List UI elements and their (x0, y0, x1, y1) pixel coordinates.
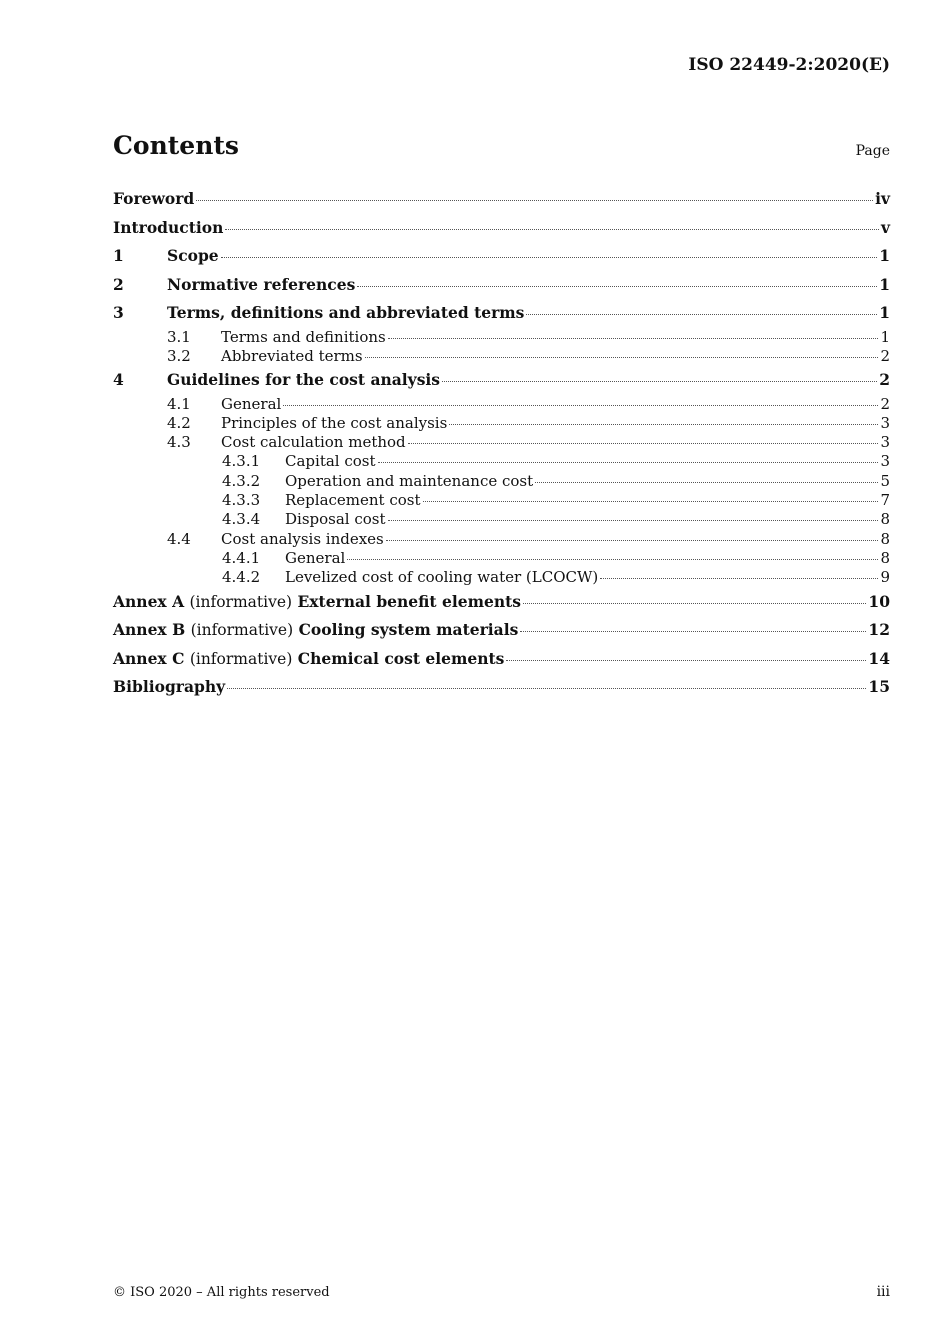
toc-entry-title: Cost calculation method (221, 433, 406, 452)
toc-entry-abbreviated-terms[interactable] (113, 347, 890, 366)
toc-entry-title: Introduction (113, 217, 224, 237)
dot-leader (423, 501, 879, 502)
toc-entry-page: 8 (880, 548, 890, 567)
toc-entry-operation-maintenance-cost[interactable] (113, 472, 890, 491)
toc-entry-title (113, 645, 504, 674)
toc-entry-number: 3.1 (167, 327, 191, 346)
toc-entry-title: Terms and definitions (221, 327, 386, 346)
dot-leader (600, 578, 878, 579)
toc-entry-annex-b[interactable] (113, 616, 890, 645)
toc-entry-title: Levelized cost of cooling water (LCOCW) (285, 568, 599, 587)
toc-entry-number: 3.2 (167, 346, 191, 365)
toc-entry-title: Abbreviated terms (221, 346, 363, 365)
toc-entry-page: 1 (879, 274, 890, 294)
toc-entry-title: Disposal cost (285, 510, 386, 529)
page-column-label: Page (855, 143, 890, 159)
toc-entry-terms-definitions[interactable] (113, 299, 890, 328)
toc-entry-title: Cost analysis indexes (221, 529, 384, 548)
toc-entry-disposal-cost[interactable] (113, 510, 890, 529)
toc-entry-page: 1 (879, 246, 890, 265)
dot-leader (408, 443, 879, 444)
toc-entry-number: 4.3.4 (222, 510, 261, 529)
toc-entry-page: iv (875, 189, 890, 208)
dot-leader (283, 405, 878, 406)
toc-entry-number: 4.3 (167, 433, 191, 452)
dot-leader (388, 338, 879, 339)
toc-entry-replacement-cost[interactable] (113, 491, 890, 510)
dot-leader (196, 200, 873, 201)
contents-title: Contents (113, 131, 240, 160)
annex-label: Annex B (113, 620, 186, 640)
toc-entry-number: 2 (113, 274, 124, 294)
toc-entry-page: 10 (868, 591, 890, 611)
toc-entry-title: General (285, 548, 346, 567)
toc-entry-page: 3 (880, 413, 890, 432)
annex-kind: (informative) (189, 592, 293, 611)
dot-leader (221, 257, 878, 258)
toc-entry-title: Operation and maintenance cost (285, 471, 534, 490)
toc-entry-introduction[interactable] (113, 214, 890, 243)
annex-label: Annex A (113, 591, 185, 611)
annex-title: Chemical cost elements (297, 648, 505, 668)
toc-entry-terms-and-definitions[interactable] (113, 328, 890, 347)
dot-leader (388, 520, 879, 521)
dot-leader (506, 660, 866, 661)
toc-entry-page: 3 (880, 452, 890, 471)
dot-leader (535, 482, 878, 483)
toc-entry-cost-calculation-method[interactable] (113, 433, 890, 452)
dot-leader (442, 381, 877, 382)
toc-entry-page: 8 (880, 510, 890, 529)
toc-entry-page: 14 (868, 648, 890, 668)
table-of-contents (113, 185, 890, 702)
toc-entry-title (113, 616, 518, 645)
toc-entry-title: Foreword (113, 189, 195, 208)
toc-entry-title: Principles of the cost analysis (221, 413, 448, 432)
dot-leader (365, 357, 879, 358)
toc-entry-title: Capital cost (285, 452, 376, 471)
toc-entry-title: General (221, 394, 282, 413)
annex-kind: (informative) (189, 649, 293, 668)
toc-entry-annex-c[interactable] (113, 645, 890, 674)
toc-entry-page: 3 (880, 433, 890, 452)
toc-entry-scope[interactable] (113, 242, 890, 271)
toc-entry-number: 4.2 (167, 413, 191, 432)
toc-entry-page: 7 (880, 491, 890, 510)
dot-leader (347, 559, 878, 560)
toc-entry-number: 4.3.3 (222, 491, 261, 510)
toc-entry-page: 8 (880, 529, 890, 548)
toc-entry-number: 4.3.2 (222, 471, 261, 490)
toc-entry-indexes-general[interactable] (113, 549, 890, 568)
annex-title: External benefit elements (297, 591, 522, 611)
annex-label: Annex C (113, 648, 185, 668)
toc-entry-number: 4 (113, 370, 124, 390)
toc-entry-title: Terms, definitions and abbreviated terms (167, 303, 525, 322)
dot-leader (225, 229, 879, 230)
toc-entry-number: 4.1 (167, 394, 191, 413)
toc-entry-number: 1 (113, 246, 124, 265)
toc-entry-page: 2 (880, 394, 890, 413)
toc-entry-cost-analysis-indexes[interactable] (113, 530, 890, 549)
copyright-notice: © ISO 2020 – All rights reserved (113, 1285, 330, 1300)
toc-entry-annex-a[interactable] (113, 588, 890, 617)
toc-entry-page: 2 (879, 370, 890, 390)
dot-leader (526, 314, 877, 315)
toc-entry-bibliography[interactable] (113, 673, 890, 702)
dot-leader (227, 688, 866, 689)
toc-entry-page: 2 (880, 346, 890, 365)
toc-entry-page: 12 (868, 620, 890, 640)
toc-entry-page: v (880, 217, 890, 237)
document-id: ISO 22449-2:2020(E) (688, 55, 890, 75)
toc-entry-lcocw[interactable] (113, 568, 890, 587)
toc-entry-page: 9 (880, 568, 890, 587)
dot-leader (378, 462, 879, 463)
toc-entry-page: 15 (868, 677, 890, 697)
annex-kind: (informative) (190, 621, 294, 640)
annex-title: Cooling system materials (298, 620, 519, 640)
toc-entry-foreword[interactable] (113, 185, 890, 214)
toc-entry-number: 4.4.1 (222, 548, 261, 567)
page-number: iii (876, 1284, 890, 1300)
toc-entry-principles[interactable] (113, 414, 890, 433)
toc-entry-general[interactable] (113, 395, 890, 414)
toc-entry-guidelines[interactable] (113, 366, 890, 395)
dot-leader (357, 286, 877, 287)
toc-entry-page: 5 (880, 471, 890, 490)
dot-leader (386, 540, 879, 541)
toc-entry-number: 3 (113, 303, 124, 322)
toc-entry-title: Guidelines for the cost analysis (167, 370, 441, 390)
toc-entry-capital-cost[interactable] (113, 452, 890, 471)
toc-entry-title: Bibliography (113, 677, 226, 697)
toc-entry-title (113, 588, 521, 617)
toc-entry-title: Replacement cost (285, 491, 421, 510)
dot-leader (449, 424, 878, 425)
toc-entry-page: 1 (880, 327, 890, 346)
toc-entry-number: 4.3.1 (222, 452, 261, 471)
toc-entry-title: Scope (167, 246, 219, 265)
toc-entry-number: 4.4 (167, 529, 191, 548)
toc-entry-page: 1 (879, 303, 890, 322)
dot-leader (523, 603, 866, 604)
toc-entry-title: Normative references (167, 274, 356, 294)
dot-leader (520, 631, 866, 632)
toc-entry-number: 4.4.2 (222, 568, 261, 587)
toc-entry-normative-references[interactable] (113, 271, 890, 300)
